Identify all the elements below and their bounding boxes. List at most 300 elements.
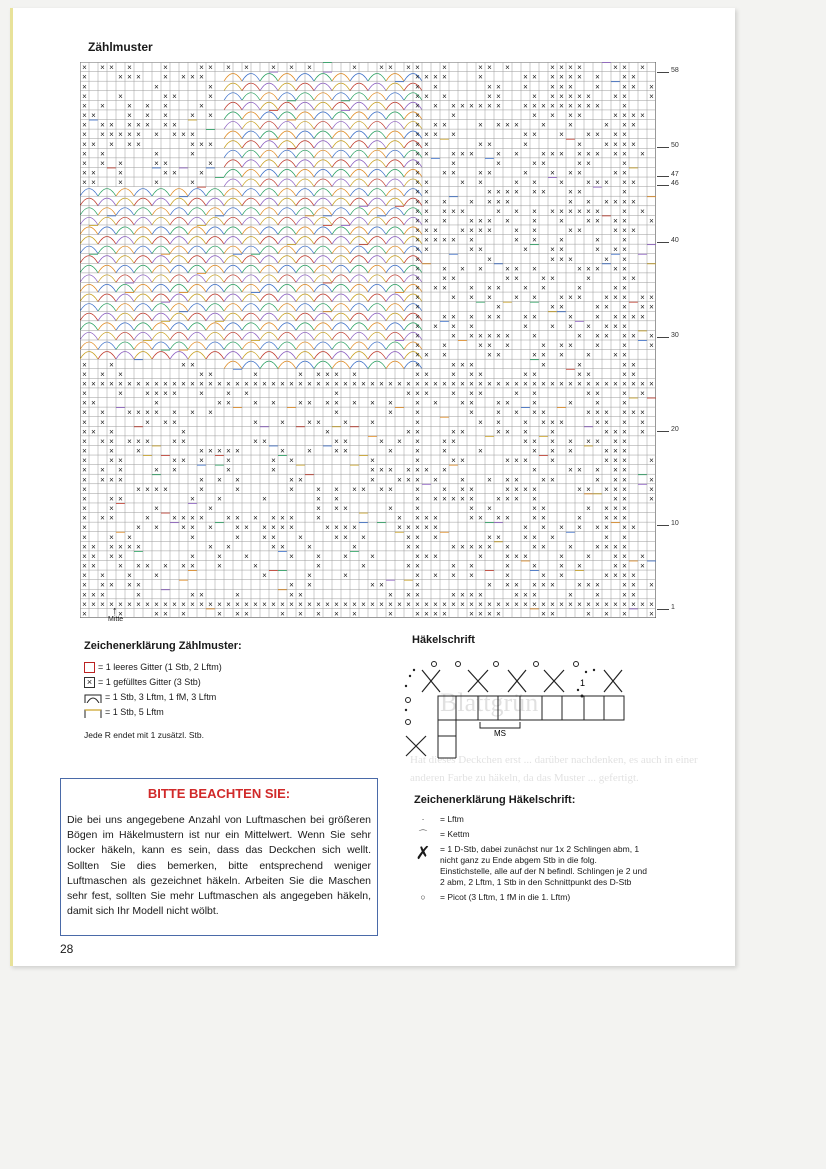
count-pattern-chart (80, 62, 656, 618)
filled-mesh: × (82, 101, 87, 111)
filled-mesh: × (469, 389, 474, 399)
filled-mesh: × (145, 599, 150, 609)
filled-mesh: × (622, 475, 627, 485)
filled-mesh: × (217, 398, 222, 408)
filled-mesh: × (541, 273, 546, 283)
filled-mesh: × (118, 542, 123, 552)
filled-mesh: × (370, 465, 375, 475)
filled-mesh: × (595, 389, 600, 399)
filled-mesh: × (451, 101, 456, 111)
filled-mesh: × (433, 523, 438, 533)
filled-mesh: × (469, 561, 474, 571)
filled-mesh: × (415, 532, 420, 542)
filled-mesh: × (415, 542, 420, 552)
filled-mesh: × (100, 408, 105, 418)
filled-mesh: × (415, 206, 420, 216)
filled-mesh: × (244, 63, 249, 73)
filled-mesh: × (496, 331, 501, 341)
filled-mesh: × (190, 149, 195, 159)
filled-mesh: × (208, 408, 213, 418)
filled-mesh: × (415, 120, 420, 130)
filled-mesh: × (415, 341, 420, 351)
filled-mesh: × (172, 599, 177, 609)
filled-mesh: × (433, 321, 438, 331)
filled-mesh: × (496, 513, 501, 523)
filled-mesh: × (433, 283, 438, 293)
filled-mesh: × (235, 523, 240, 533)
filled-mesh: × (469, 398, 474, 408)
filled-mesh: × (208, 446, 213, 456)
filled-mesh: × (199, 456, 204, 466)
filled-mesh: × (325, 427, 330, 437)
filled-mesh: × (631, 590, 636, 600)
filled-mesh: × (406, 63, 411, 73)
filled-mesh: × (478, 120, 483, 130)
filled-mesh: × (280, 379, 285, 389)
filled-mesh: × (100, 149, 105, 159)
filled-mesh: × (586, 101, 591, 111)
filled-mesh: × (523, 139, 528, 149)
filled-mesh: × (172, 389, 177, 399)
filled-mesh: × (604, 571, 609, 581)
filled-mesh: × (487, 254, 492, 264)
filled-mesh: × (82, 130, 87, 140)
filled-mesh: × (109, 504, 114, 514)
filled-mesh: × (271, 523, 276, 533)
filled-mesh: × (532, 72, 537, 82)
filled-mesh: × (568, 379, 573, 389)
filled-mesh: × (595, 235, 600, 245)
filled-mesh: × (433, 513, 438, 523)
filled-mesh: × (478, 417, 483, 427)
filled-mesh: × (145, 379, 150, 389)
filled-mesh: × (595, 331, 600, 341)
filled-mesh: × (487, 82, 492, 92)
filled-mesh: × (82, 369, 87, 379)
filled-mesh: × (136, 139, 141, 149)
filled-mesh: × (640, 149, 645, 159)
filled-mesh: × (226, 599, 231, 609)
filled-mesh: × (388, 484, 393, 494)
filled-mesh: × (550, 149, 555, 159)
filled-mesh: × (388, 465, 393, 475)
filled-mesh: × (541, 408, 546, 418)
filled-mesh: × (487, 542, 492, 552)
filled-mesh: × (109, 532, 114, 542)
filled-mesh: × (145, 408, 150, 418)
filled-mesh: × (577, 139, 582, 149)
filled-mesh: × (82, 158, 87, 168)
filled-mesh: × (244, 523, 249, 533)
filled-mesh: × (82, 168, 87, 178)
filled-mesh: × (415, 408, 420, 418)
filled-mesh: × (262, 599, 267, 609)
filled-mesh: × (154, 408, 159, 418)
filled-mesh: × (568, 542, 573, 552)
filled-mesh: × (622, 465, 627, 475)
filled-mesh: × (136, 484, 141, 494)
filled-mesh: × (82, 360, 87, 370)
filled-mesh: × (541, 283, 546, 293)
filled-mesh: × (415, 302, 420, 312)
filled-mesh: × (109, 360, 114, 370)
show-through-line-2: anderen Farbe zu häkeln, da das Muster ... gefertigt. (410, 772, 639, 784)
filled-mesh: × (478, 542, 483, 552)
filled-mesh: × (622, 293, 627, 303)
filled-mesh: × (226, 63, 231, 73)
filled-mesh: × (82, 178, 87, 188)
filled-mesh: × (109, 551, 114, 561)
filled-mesh: × (550, 254, 555, 264)
filled-mesh: × (415, 91, 420, 101)
filled-mesh: × (226, 465, 231, 475)
filled-mesh: × (172, 379, 177, 389)
filled-mesh: × (559, 63, 564, 73)
filled-mesh: × (172, 456, 177, 466)
filled-mesh: × (559, 341, 564, 351)
filled-mesh: × (487, 580, 492, 590)
filled-mesh: × (559, 235, 564, 245)
filled-mesh: × (478, 446, 483, 456)
filled-mesh: × (298, 379, 303, 389)
filled-mesh: × (388, 446, 393, 456)
filled-mesh: × (181, 513, 186, 523)
filled-mesh: × (172, 417, 177, 427)
filled-mesh: × (100, 513, 105, 523)
filled-mesh: × (82, 571, 87, 581)
filled-mesh: × (640, 111, 645, 121)
filled-mesh: × (577, 599, 582, 609)
filled-mesh: × (523, 245, 528, 255)
filled-mesh: × (613, 350, 618, 360)
filled-mesh: × (541, 475, 546, 485)
filled-mesh: × (604, 331, 609, 341)
filled-mesh: × (613, 571, 618, 581)
filled-mesh: × (271, 398, 276, 408)
filled-mesh: × (82, 465, 87, 475)
filled-mesh: × (568, 446, 573, 456)
filled-mesh: × (406, 465, 411, 475)
filled-mesh: × (316, 504, 321, 514)
filled-mesh: × (271, 379, 276, 389)
filled-mesh: × (640, 293, 645, 303)
filled-mesh: × (604, 139, 609, 149)
filled-mesh: × (190, 561, 195, 571)
filled-mesh: × (577, 168, 582, 178)
chart-title: Zählmuster (88, 40, 153, 54)
filled-mesh: × (298, 590, 303, 600)
filled-mesh: × (352, 63, 357, 73)
filled-mesh: × (316, 379, 321, 389)
filled-mesh: × (622, 63, 627, 73)
filled-mesh: × (397, 379, 402, 389)
filled-mesh: × (154, 523, 159, 533)
filled-mesh: × (541, 542, 546, 552)
filled-mesh: × (613, 504, 618, 514)
filled-mesh: × (595, 436, 600, 446)
filled-mesh: × (379, 436, 384, 446)
filled-mesh: × (487, 226, 492, 236)
filled-mesh: × (496, 158, 501, 168)
filled-mesh: × (100, 369, 105, 379)
filled-mesh: × (424, 72, 429, 82)
filled-mesh: × (82, 542, 87, 552)
filled-mesh: × (226, 446, 231, 456)
filled-mesh: × (478, 216, 483, 226)
filled-mesh: × (577, 72, 582, 82)
filled-mesh: × (640, 379, 645, 389)
filled-mesh: × (325, 369, 330, 379)
filled-mesh: × (586, 389, 591, 399)
filled-mesh: × (505, 571, 510, 581)
filled-mesh: × (415, 254, 420, 264)
filled-mesh: × (334, 436, 339, 446)
filled-mesh: × (298, 475, 303, 485)
filled-mesh: × (649, 293, 654, 303)
filled-mesh: × (469, 321, 474, 331)
filled-mesh: × (208, 63, 213, 73)
filled-mesh: × (307, 379, 312, 389)
filled-mesh: × (532, 379, 537, 389)
filled-mesh: × (343, 417, 348, 427)
filled-mesh: × (541, 341, 546, 351)
filled-mesh: × (415, 111, 420, 121)
filled-mesh: × (541, 187, 546, 197)
filled-mesh: × (523, 417, 528, 427)
filled-mesh: × (145, 389, 150, 399)
filled-mesh: × (415, 226, 420, 236)
filled-mesh: × (451, 312, 456, 322)
filled-mesh: × (640, 312, 645, 322)
filled-mesh: × (199, 72, 204, 82)
filled-mesh: × (595, 542, 600, 552)
filled-mesh: × (595, 72, 600, 82)
filled-mesh: × (550, 456, 555, 466)
filled-mesh: × (82, 436, 87, 446)
filled-mesh: × (622, 446, 627, 456)
filled-mesh: × (622, 523, 627, 533)
filled-mesh: × (289, 590, 294, 600)
filled-mesh: × (262, 532, 267, 542)
filled-mesh: × (532, 446, 537, 456)
filled-mesh: × (316, 369, 321, 379)
filled-mesh: × (154, 82, 159, 92)
filled-mesh: × (424, 226, 429, 236)
filled-mesh: × (505, 513, 510, 523)
filled-mesh: × (172, 465, 177, 475)
filled-mesh: × (442, 465, 447, 475)
filled-mesh: × (532, 590, 537, 600)
filled-mesh: × (559, 571, 564, 581)
filled-mesh: × (415, 599, 420, 609)
filled-mesh: × (208, 379, 213, 389)
filled-mesh: × (550, 417, 555, 427)
filled-mesh: × (595, 398, 600, 408)
filled-mesh: × (82, 72, 87, 82)
filled-mesh: × (460, 178, 465, 188)
filled-mesh: × (622, 273, 627, 283)
filled-mesh: × (622, 513, 627, 523)
filled-mesh: × (91, 379, 96, 389)
filled-mesh: × (424, 245, 429, 255)
filled-mesh: × (613, 561, 618, 571)
filled-mesh: × (433, 379, 438, 389)
filled-mesh: × (82, 475, 87, 485)
filled-mesh: × (541, 379, 546, 389)
filled-mesh: × (397, 599, 402, 609)
filled-mesh: × (217, 379, 222, 389)
filled-mesh: × (100, 571, 105, 581)
filled-mesh: × (118, 456, 123, 466)
filled-mesh: × (559, 254, 564, 264)
filled-mesh: × (613, 542, 618, 552)
filled-mesh: × (109, 513, 114, 523)
filled-mesh: × (109, 63, 114, 73)
filled-mesh: × (379, 484, 384, 494)
filled-mesh: × (307, 571, 312, 581)
filled-mesh: × (604, 417, 609, 427)
filled-mesh: × (442, 484, 447, 494)
filled-mesh: × (334, 446, 339, 456)
filled-mesh: × (154, 571, 159, 581)
filled-mesh: × (550, 379, 555, 389)
filled-mesh: × (523, 456, 528, 466)
filled-mesh: × (127, 101, 132, 111)
filled-mesh: × (244, 389, 249, 399)
filled-mesh: × (442, 341, 447, 351)
filled-mesh: × (181, 427, 186, 437)
filled-mesh: × (523, 436, 528, 446)
filled-mesh: × (586, 130, 591, 140)
filled-mesh: × (487, 197, 492, 207)
filled-mesh: × (361, 599, 366, 609)
filled-mesh: × (550, 321, 555, 331)
filled-mesh: × (136, 130, 141, 140)
filled-mesh: × (631, 72, 636, 82)
filled-mesh: × (334, 408, 339, 418)
filled-mesh: × (505, 341, 510, 351)
filled-mesh: × (289, 599, 294, 609)
filled-mesh: × (469, 494, 474, 504)
filled-mesh: × (640, 408, 645, 418)
filled-mesh: × (487, 293, 492, 303)
filled-mesh: × (118, 551, 123, 561)
filled-mesh: × (361, 379, 366, 389)
filled-mesh: × (496, 599, 501, 609)
filled-mesh: × (649, 82, 654, 92)
filled-mesh: × (613, 513, 618, 523)
filled-mesh: × (604, 197, 609, 207)
filled-mesh: × (109, 139, 114, 149)
filled-mesh: × (496, 312, 501, 322)
filled-mesh: × (604, 379, 609, 389)
filled-mesh: × (235, 446, 240, 456)
filled-mesh: × (100, 475, 105, 485)
filled-mesh: × (541, 580, 546, 590)
filled-mesh: × (208, 139, 213, 149)
filled-mesh: × (163, 158, 168, 168)
filled-mesh: × (631, 139, 636, 149)
filled-mesh: × (505, 398, 510, 408)
filled-mesh: × (568, 465, 573, 475)
filled-mesh: × (244, 551, 249, 561)
filled-mesh: × (442, 599, 447, 609)
filled-mesh: × (550, 168, 555, 178)
filled-mesh: × (460, 264, 465, 274)
filled-mesh: × (253, 369, 258, 379)
filled-mesh: × (631, 120, 636, 130)
filled-mesh: × (352, 379, 357, 389)
filled-mesh: × (235, 599, 240, 609)
filled-mesh: × (469, 331, 474, 341)
filled-mesh: × (163, 168, 168, 178)
filled-mesh: × (109, 456, 114, 466)
filled-mesh: × (415, 350, 420, 360)
filled-mesh: × (532, 312, 537, 322)
filled-mesh: × (415, 456, 420, 466)
filled-mesh: × (163, 72, 168, 82)
filled-mesh: × (577, 111, 582, 121)
filled-mesh: × (199, 599, 204, 609)
filled-mesh: × (208, 91, 213, 101)
filled-mesh: × (415, 283, 420, 293)
filled-mesh: × (622, 264, 627, 274)
filled-mesh: × (163, 91, 168, 101)
filled-mesh: × (181, 379, 186, 389)
filled-mesh: × (217, 561, 222, 571)
filled-mesh: × (622, 379, 627, 389)
filled-mesh: × (325, 599, 330, 609)
filled-mesh: × (253, 561, 258, 571)
filled-mesh: × (514, 226, 519, 236)
filled-mesh: × (118, 389, 123, 399)
filled-mesh: × (460, 427, 465, 437)
filled-mesh: × (91, 178, 96, 188)
filled-mesh: × (415, 187, 420, 197)
filled-mesh: × (181, 561, 186, 571)
filled-mesh: × (118, 158, 123, 168)
filled-mesh: × (523, 369, 528, 379)
filled-mesh: × (460, 226, 465, 236)
show-through-heading: Blattgrün (440, 688, 539, 717)
filled-mesh: × (442, 63, 447, 73)
filled-mesh: × (514, 273, 519, 283)
filled-mesh: × (424, 130, 429, 140)
filled-mesh: × (622, 331, 627, 341)
filled-mesh: × (577, 331, 582, 341)
filled-mesh: × (505, 494, 510, 504)
filled-mesh: × (496, 101, 501, 111)
filled-mesh: × (586, 158, 591, 168)
filled-mesh: × (154, 484, 159, 494)
filled-mesh: × (622, 101, 627, 111)
filled-mesh: × (217, 446, 222, 456)
filled-mesh: × (442, 379, 447, 389)
filled-mesh: × (208, 599, 213, 609)
filled-mesh: × (487, 341, 492, 351)
filled-mesh: × (514, 379, 519, 389)
filled-mesh: × (289, 379, 294, 389)
filled-mesh: × (397, 436, 402, 446)
filled-mesh: × (496, 120, 501, 130)
filled-mesh: × (631, 82, 636, 92)
filled-mesh: × (415, 158, 420, 168)
filled-mesh: × (424, 91, 429, 101)
filled-mesh: × (550, 580, 555, 590)
filled-mesh: × (100, 465, 105, 475)
filled-mesh: × (433, 551, 438, 561)
filled-mesh: × (595, 149, 600, 159)
